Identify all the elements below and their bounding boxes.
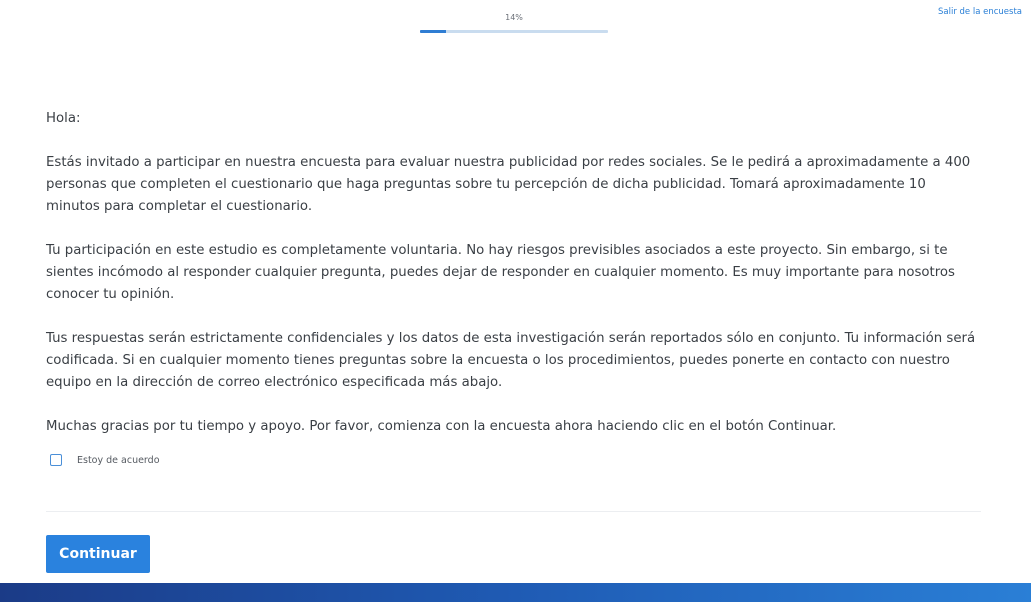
consent-paragraph-invitation: Estás invitado a participar en nuestra encuesta para evaluar nuestra publicidad por redes sociales. Se le pedirá a aproximadamente a 400 personas que completen el cuestionario que haga preguntas sobre tu percepción de dicha publicidad. Tomará aproximadamente 10 minutos para completar el cuestionario. <box>46 155 971 214</box>
progress-percent: 14% <box>505 13 523 22</box>
exit-survey-link[interactable]: Salir de la encuesta <box>938 7 1022 17</box>
progress-indicator <box>420 12 608 33</box>
consent-paragraph-thanks: Muchas gracias por tu tiempo y apoyo. Por favor, comienza con la encuesta ahora haciendo clic en el botón Continuar. <box>46 419 837 434</box>
consent-text <box>46 108 981 438</box>
continue-button[interactable]: Continuar <box>46 535 150 573</box>
agree-checkbox[interactable] <box>50 454 62 466</box>
section-divider <box>46 511 981 512</box>
footer-band <box>0 583 1031 602</box>
consent-paragraph-confidentiality: Tus respuestas serán estrictamente confidenciales y los datos de esta investigación serán reportados sólo en conjunto. Tu información será codificada. Si en cualquier momento tienes preguntas sobre la encuesta o los procedimientos, puedes ponerte en contacto con nuestro equipo en la dirección de correo electrónico especificada más abajo. <box>46 331 976 390</box>
progress-track <box>420 30 608 33</box>
greeting-text: Hola: <box>46 111 81 126</box>
agree-option[interactable] <box>50 454 160 466</box>
consent-paragraph-voluntary: Tu participación en este estudio es completamente voluntaria. No hay riesgos previsibles asociados a este proyecto. Sin embargo, si te sientes incómodo al responder cualquier pregunta, puedes dejar de responder en cualquier momento. Es muy importante para nosotros conocer tu opinión. <box>46 243 955 302</box>
progress-fill <box>420 30 446 33</box>
agree-label[interactable]: Estoy de acuerdo <box>77 454 160 466</box>
